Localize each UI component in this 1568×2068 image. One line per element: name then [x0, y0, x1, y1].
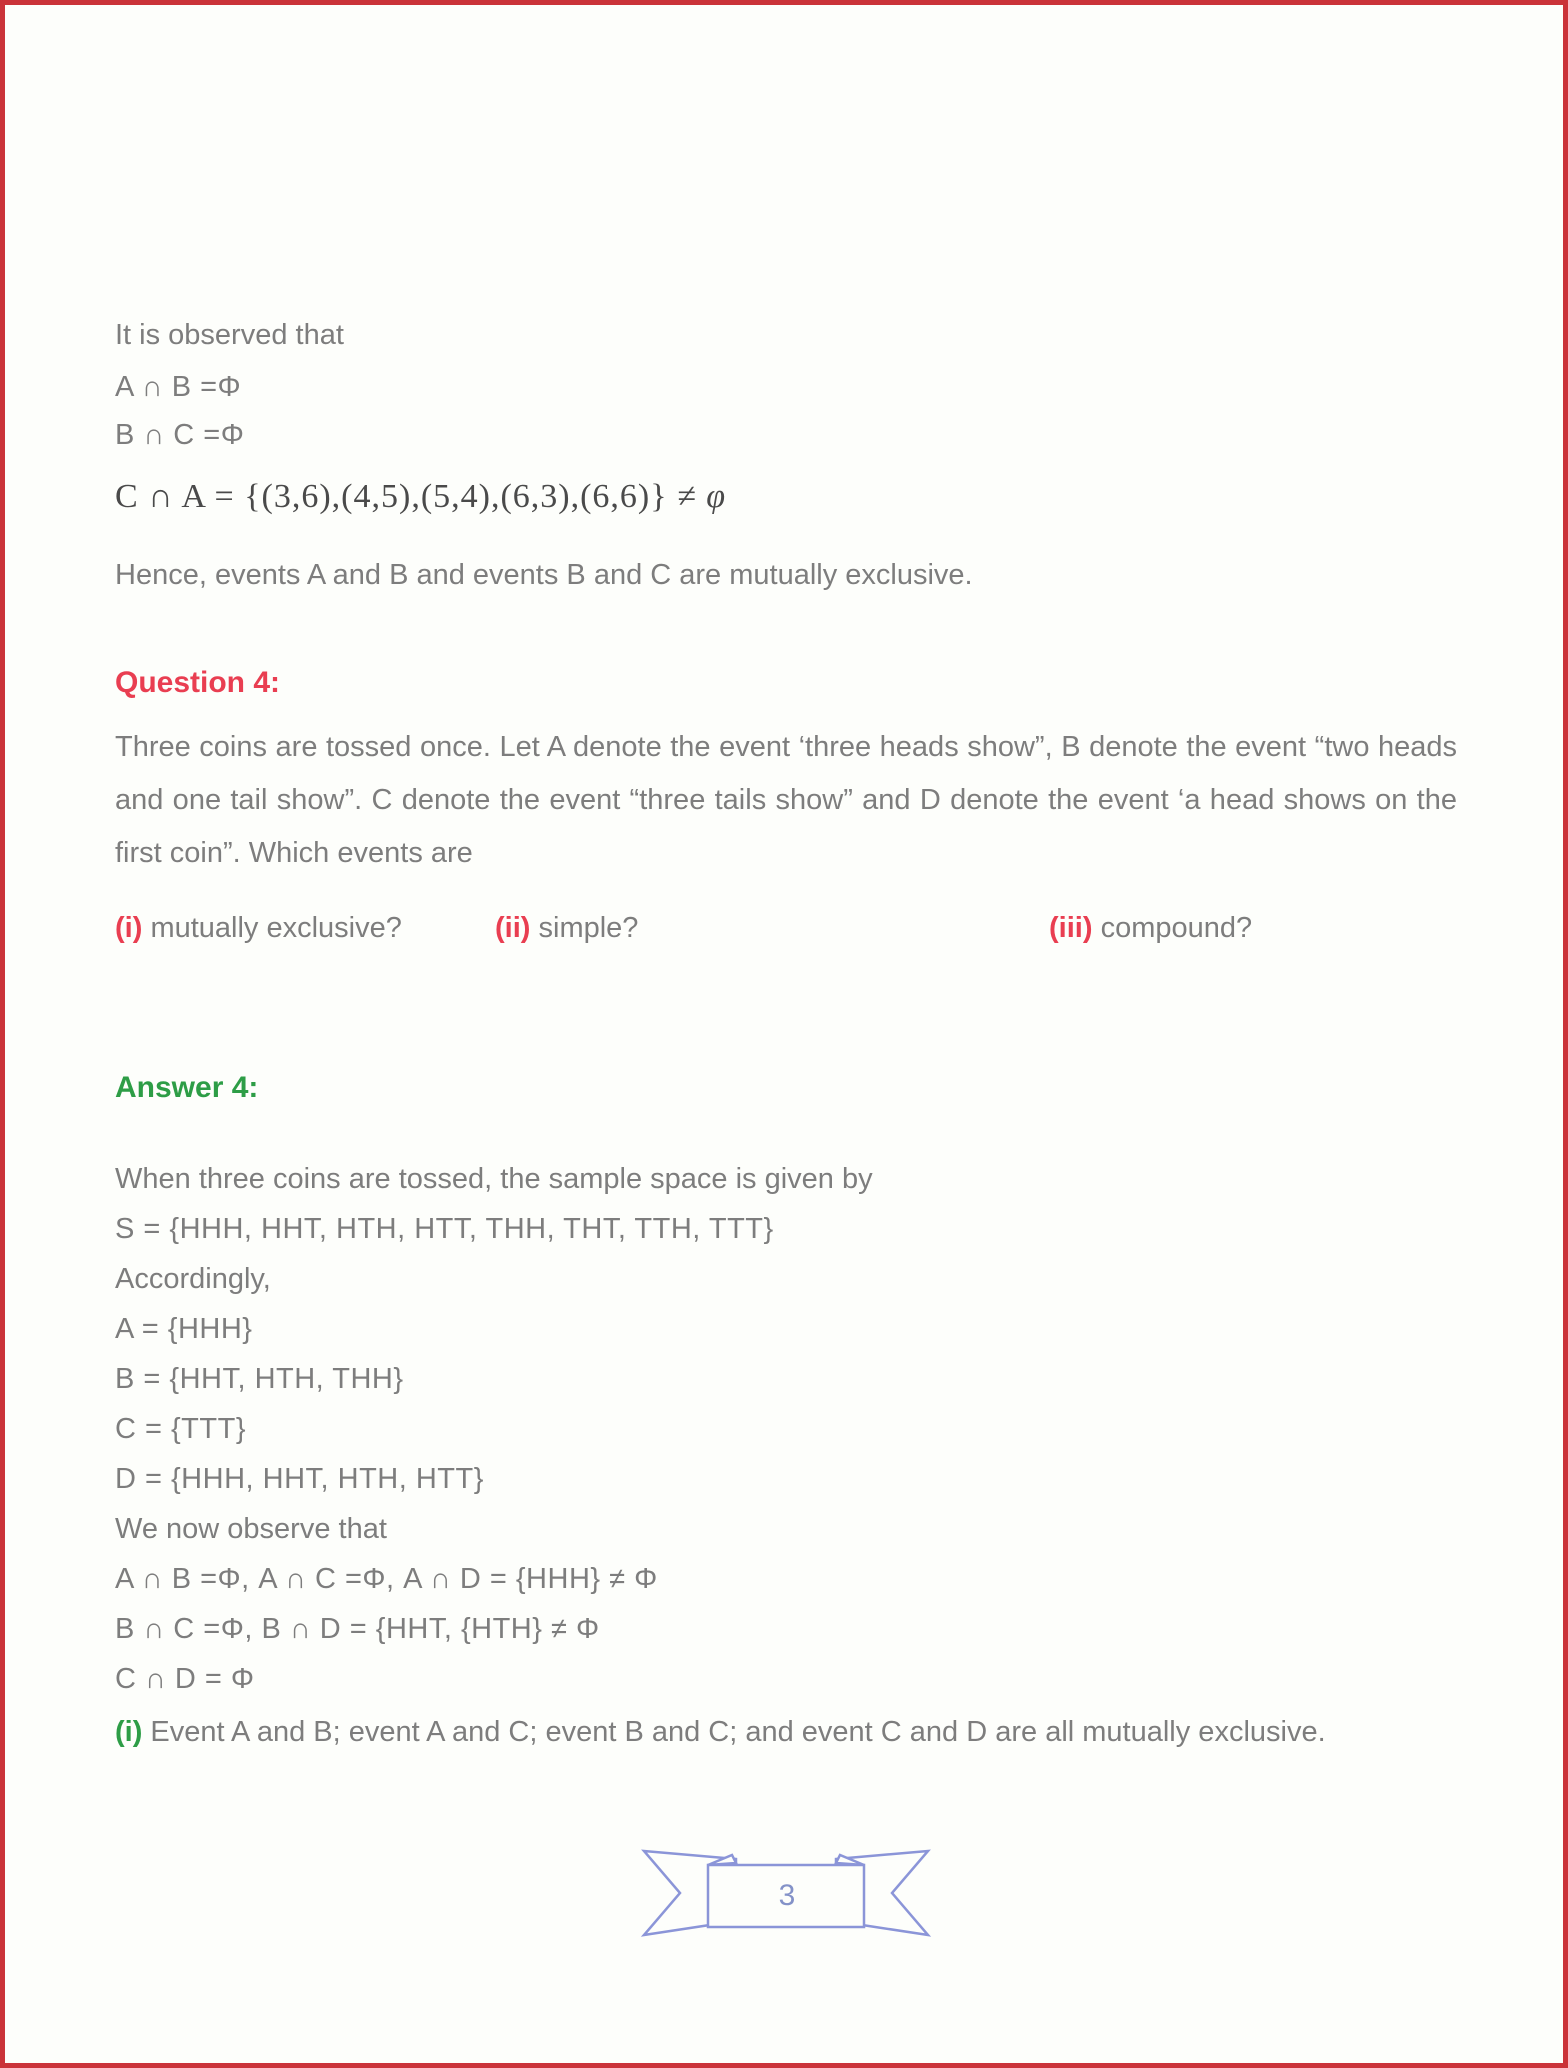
- observed-intro: It is observed that: [115, 319, 344, 351]
- page-footer: [115, 1843, 1457, 1947]
- answer-line: A ∩ B =Φ, A ∩ C =Φ, A ∩ D = {HHH} ≠ Φ: [115, 1563, 658, 1595]
- question-body: Three coins are tossed once. Let A denote the event ‘three heads show”, B denote the event “two heads and one tail show”. C denote the event “three tails show” and D denote the event ‘a head shows on the first coin”. Which events are: [115, 731, 1457, 869]
- answer-line: B = {HHT, HTH, THH}: [115, 1363, 404, 1395]
- equation-main: C ∩ A = {(3,6),(4,5),(5,4),(6,3),(6,6)}: [115, 478, 668, 515]
- equation-c-intersect-a: [115, 469, 1457, 525]
- set-line-b-c: B ∩ C =Φ: [115, 419, 245, 451]
- page-content: [5, 5, 1563, 1947]
- answer-line: D = {HHH, HHT, HTH, HTT}: [115, 1463, 484, 1495]
- answer-line: C = {TTT}: [115, 1413, 247, 1445]
- question-part-ii: [495, 904, 1049, 952]
- answer-line: C ∩ D = Φ: [115, 1663, 255, 1695]
- part-ii-label: simple?: [538, 912, 639, 944]
- answer-heading: Answer 4:: [115, 1071, 259, 1104]
- part-iii-label: compound?: [1100, 912, 1253, 944]
- part-ii-marker: (ii): [495, 912, 531, 944]
- question-parts-row: [115, 904, 1457, 952]
- part-iii-marker: (iii): [1049, 912, 1093, 944]
- conclusion-marker: (i): [115, 1716, 143, 1748]
- answer-conclusion: [115, 1706, 1457, 1759]
- answer-line: We now observe that: [115, 1513, 387, 1545]
- answer-line: Accordingly,: [115, 1263, 271, 1295]
- equation-not-equal-phi: ≠ φ: [677, 478, 727, 515]
- conclusion-text: Event A and B; event A and C; event B and C; and event C and D are all mutually exclusive.: [142, 1716, 1326, 1748]
- question-part-iii: [1049, 904, 1457, 952]
- set-line-a-b: A ∩ B =Φ: [115, 371, 242, 403]
- answer-line: S = {HHH, HHT, HTH, HTT, THH, THT, TTH, TTT}: [115, 1213, 774, 1245]
- question-part-i: [115, 904, 495, 952]
- answer-line: A = {HHH}: [115, 1313, 253, 1345]
- part-i-marker: (i): [115, 912, 143, 944]
- part-i-label: mutually exclusive?: [150, 912, 402, 944]
- question-heading: Question 4:: [115, 666, 281, 699]
- hence-statement: Hence, events A and B and events B and C are mutually exclusive.: [115, 559, 973, 591]
- page-number: 3: [778, 1879, 796, 1912]
- answer-body: [115, 1154, 1457, 1704]
- page-number-ribbon: [636, 1843, 936, 1947]
- answer-line: B ∩ C =Φ, B ∩ D = {HHT, {HTH} ≠ Φ: [115, 1613, 600, 1645]
- answer-line: When three coins are tossed, the sample space is given by: [115, 1163, 873, 1195]
